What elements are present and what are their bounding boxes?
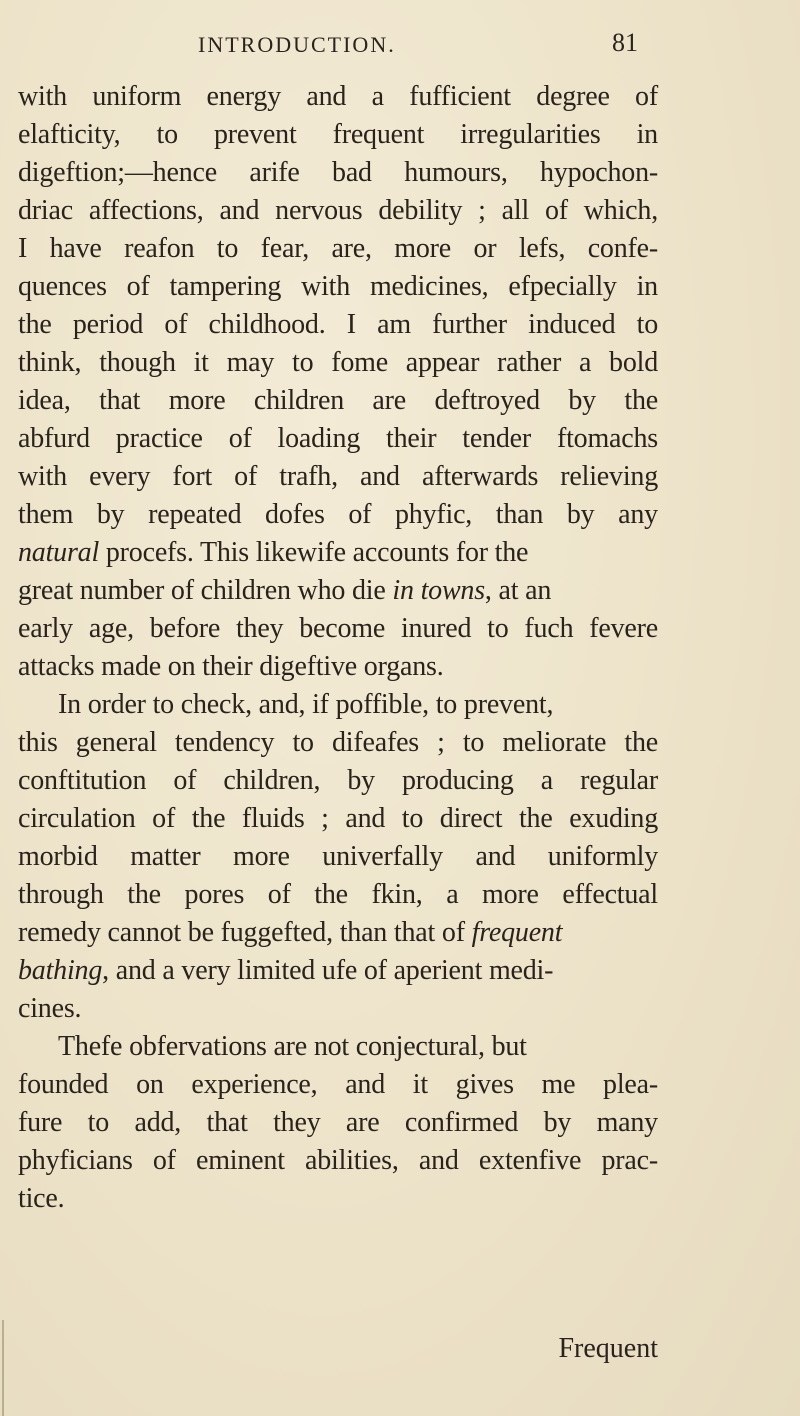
text-line	[18, 458, 658, 496]
text-line	[18, 1104, 658, 1142]
text-line	[18, 268, 658, 306]
text-line	[18, 572, 658, 610]
text-line	[18, 78, 658, 116]
line-text: conftitution of children, by producing a regular	[18, 765, 658, 796]
text-line	[18, 990, 658, 1028]
line-text: abfurd practice of loading their tender ftomachs	[18, 423, 658, 454]
line-pre: great number of children who die	[18, 575, 393, 606]
line-text: phyficians of eminent abilities, and extenfive prac-	[18, 1145, 658, 1176]
text-line	[18, 762, 658, 800]
line-text: I have reafon to fear, are, more or lefs, confe-	[18, 233, 658, 264]
line-text: fure to add, that they are confirmed by many	[18, 1107, 658, 1138]
line-text: circulation of the fluids ; and to direct the exuding	[18, 803, 658, 834]
line-text: with uniform energy and a fufficient degree of	[18, 81, 658, 112]
line-text: through the pores of the fkin, a more effectual	[18, 879, 658, 910]
text-line	[18, 838, 658, 876]
text-line	[18, 610, 658, 648]
line-text: quences of tampering with medicines, efpecially in	[18, 271, 658, 302]
catchword-area	[0, 1330, 658, 1368]
line-text: this general tendency to difeafes ; to meliorate the	[18, 727, 658, 758]
line-text: the period of childhood. I am further induced to	[18, 309, 658, 340]
line-italic: in towns	[392, 575, 485, 606]
text-line	[18, 192, 658, 230]
text-line	[18, 952, 658, 990]
line-text: with every fort of trafh, and afterwards relieving	[18, 461, 658, 492]
text-line	[18, 1142, 658, 1180]
catchword: Frequent	[558, 1333, 658, 1364]
page-edge-mark	[2, 1320, 4, 1416]
text-line	[18, 800, 658, 838]
body-text	[18, 78, 658, 1218]
running-title: INTRODUCTION.	[198, 32, 396, 57]
text-line	[18, 534, 658, 572]
line-text: them by repeated dofes of phyfic, than by any	[18, 499, 658, 530]
line-text: idea, that more children are deftroyed by the	[18, 385, 658, 416]
line-text: procefs. This likewife accounts for the	[99, 537, 529, 568]
line-text: founded on experience, and it gives me plea-	[18, 1069, 658, 1100]
page-number: 81	[612, 28, 638, 57]
line-text: In order to check, and, if poffible, to prevent,	[58, 689, 554, 720]
text-line	[18, 876, 658, 914]
text-line	[18, 1066, 658, 1104]
running-head	[0, 14, 800, 57]
line-text: attacks made on their digeftive organs.	[18, 651, 444, 682]
text-line	[18, 344, 658, 382]
text-line	[18, 382, 658, 420]
line-text: think, though it may to fome appear rather a bold	[18, 347, 658, 378]
text-line	[18, 686, 658, 724]
text-line	[18, 230, 658, 268]
line-text: , and a very limited ufe of aperient medi-	[102, 955, 554, 986]
line-text: driac affections, and nervous debility ; all of which,	[18, 195, 658, 226]
text-line	[18, 496, 658, 534]
line-text: tice.	[18, 1183, 65, 1214]
text-line	[18, 914, 658, 952]
line-text: morbid matter more univerfally and uniformly	[18, 841, 658, 872]
line-italic: bathing	[18, 955, 103, 986]
line-text: , at an	[484, 575, 552, 606]
line-text: early age, before they become inured to fuch fevere	[18, 613, 658, 644]
text-line	[18, 116, 658, 154]
line-italic: frequent	[471, 917, 563, 948]
text-line	[18, 420, 658, 458]
line-text: elafticity, to prevent frequent irregularities in	[18, 119, 658, 150]
text-line	[18, 724, 658, 762]
line-text: digeftion;—hence arife bad humours, hypochon-	[18, 157, 658, 188]
text-line	[18, 1028, 658, 1066]
text-line	[18, 648, 658, 686]
text-line	[18, 154, 658, 192]
line-pre: remedy cannot be fuggefted, than that of	[18, 917, 472, 948]
line-text: cines.	[18, 993, 82, 1024]
line-text: Thefe obfervations are not conjectural, but	[58, 1031, 527, 1062]
line-italic: natural	[18, 537, 100, 568]
text-line	[18, 306, 658, 344]
text-line	[18, 1180, 658, 1218]
